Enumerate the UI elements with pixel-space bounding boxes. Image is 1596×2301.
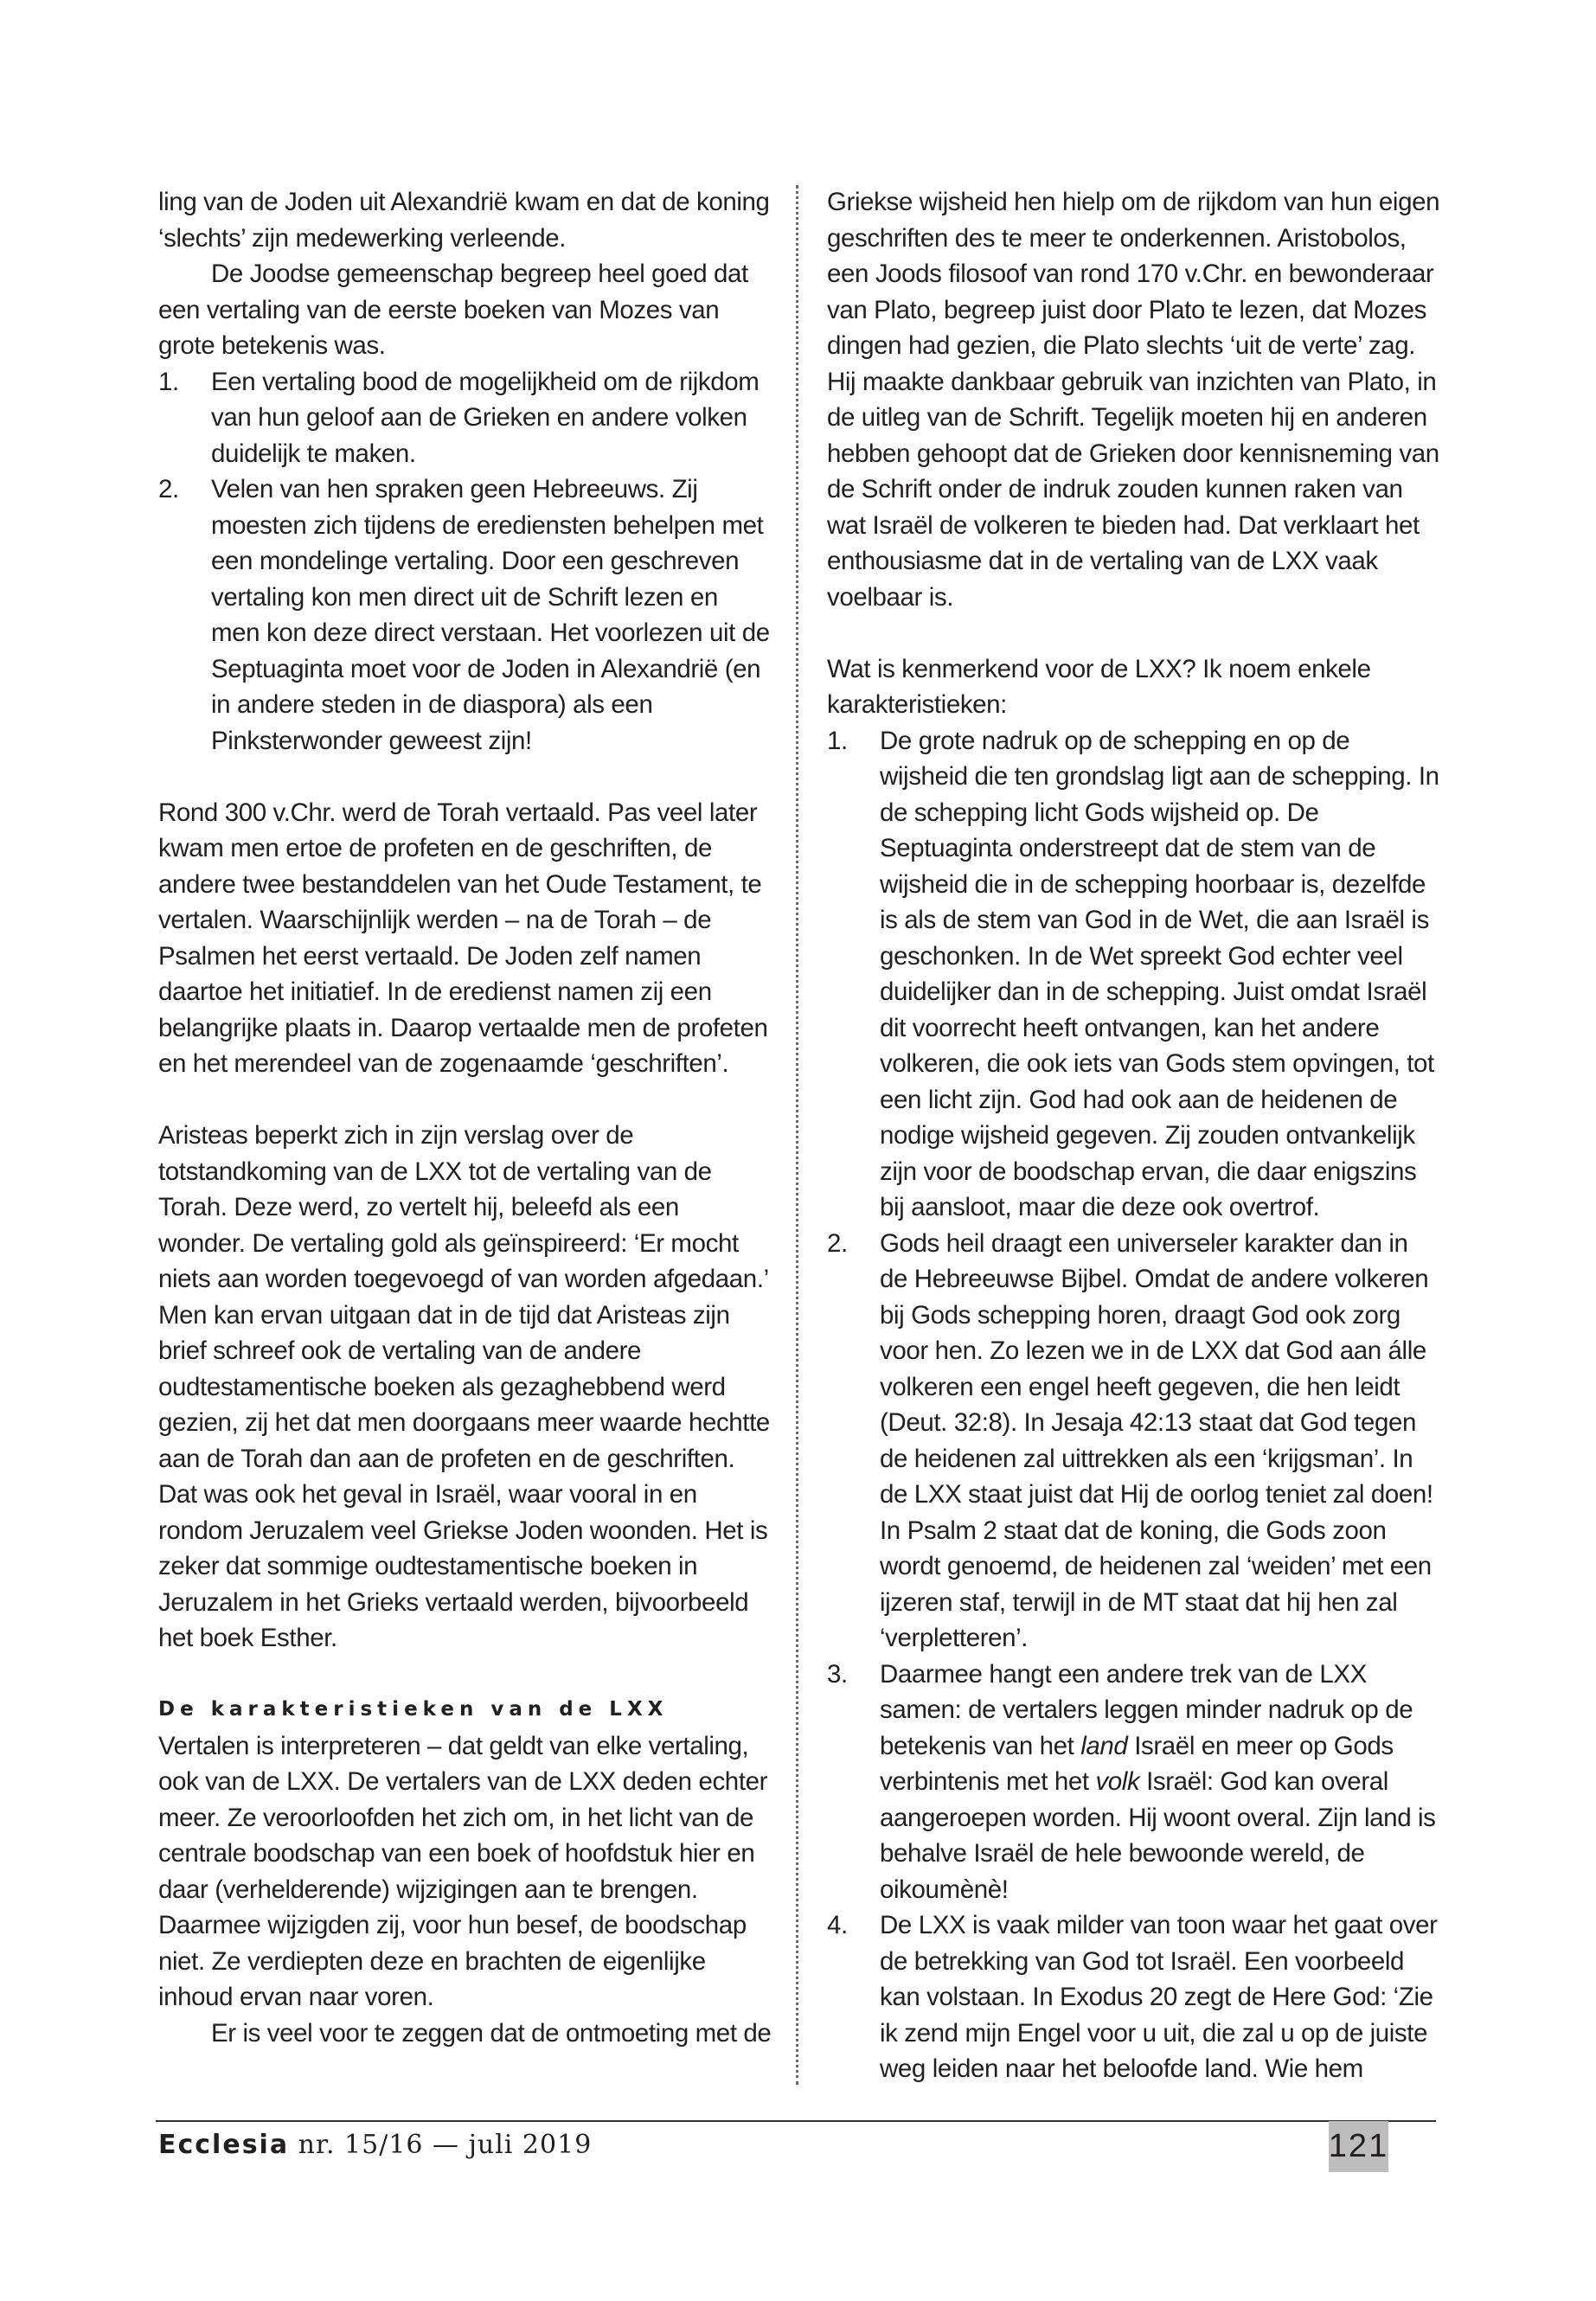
list-text: Een vertaling bood de mogelijkheid om de rijkdom van hun geloof aan de Grieken en andere volken duidelijk te maken.	[211, 367, 760, 468]
left-column	[158, 184, 772, 2051]
publication-name: Ecclesia	[158, 2130, 290, 2160]
paragraph: Er is veel voor te zeggen dat de ontmoeting met de	[211, 2018, 772, 2048]
issue-info: nr. 15/16 — juli 2019	[289, 2130, 593, 2160]
numbered-list	[158, 364, 772, 760]
list-item	[827, 1657, 1441, 1908]
list-number: 2.	[158, 475, 179, 503]
section-heading: De karakteristieken van de LXX	[158, 1698, 669, 1721]
spacer	[158, 1082, 772, 1118]
paragraph: Wat is kenmerkend voor de LXX? Ik noem enkele karakteristieken:	[827, 654, 1371, 719]
page-number: 121	[1329, 2121, 1388, 2172]
list-item	[827, 1907, 1441, 2087]
emphasis-text: land	[1080, 1731, 1128, 1760]
spacer	[158, 759, 772, 795]
footer-publication	[158, 2130, 592, 2160]
spacer	[158, 1657, 772, 1693]
column-divider	[796, 185, 798, 2085]
list-number: 1.	[827, 726, 848, 755]
paragraph: Aristeas beperkt zich in zijn verslag over de totstandkoming van de LXX tot de vertaling van de Torah. Deze werd, zo vertelt hij, beleefd als een wonder. De vertaling gold als geïnspireerd: ‘Er mocht niets aan worden toegevoegd of van worden afgedaan.’ Men kan ervan uitgaan dat in de tijd dat Aristeas zijn brief schreef ook de vertaling van de andere oudtestamentische boeken als gezaghebbend werd gezien, zij het dat men doorgaans meer waarde hechtte aan de Torah dan aan de profeten en de geschriften. Dat was ook het geval in Israël, waar vooral in en rondom Jeruzalem veel Griekse Joden woonden. Het is zeker dat sommige oudtestamentische boeken in Jeruzalem in het Grieks vertaald werden, bijvoorbeeld het boek Esther.	[158, 1121, 770, 1652]
list-text: Daarmee hangt een andere trek van de LXX samen: de vertalers leggen minder nadruk op de betekenis van het	[880, 1659, 1413, 1760]
emphasis-text: volk	[1095, 1767, 1140, 1796]
list-number: 3.	[827, 1659, 848, 1689]
list-number: 4.	[827, 1911, 848, 1939]
right-column	[827, 184, 1441, 2087]
paragraph: Vertalen is interpreteren – dat geldt van elke vertaling, ook van de LXX. De vertalers van de LXX deden echter meer. Ze veroorloofden het zich om, in het licht van de centrale boodschap van een boek of hoofdstuk hier en daar (verhelderende) wijzigingen aan te brengen. Daarmee wijzigden zij, voor hun besef, de boodschap niet. Ze verdiepten deze en brachten de eigenlijke inhoud ervan naar voren.	[158, 1731, 768, 2011]
footer-rule	[156, 2120, 1436, 2122]
list-number: 1.	[158, 367, 179, 396]
list-text: De LXX is vaak milder van toon waar het gaat over de betrekking van God tot Israël. Een voorbeeld kan volstaan. In Exodus 20 zegt de Here God: ‘Zie ik zend mijn Engel voor u uit, die zal u op de juiste weg leiden naar het beloofde land. Wie hem	[880, 1911, 1438, 2083]
list-item	[827, 723, 1441, 1226]
list-text: Israël en meer op Gods verbintenis met het	[880, 1731, 1394, 1796]
list-text: Gods heil draagt een universeler karakter dan in de Hebreeuwse Bijbel. Omdat de andere volkeren bij Gods schepping horen, draagt God ook zorg voor hen. Zo lezen we in de LXX dat God aan álle volkeren een engel heeft gegeven, die hen leidt (Deut. 32:8). In Jesaja 42:13 staat dat God tegen de heidenen zal uittrekken als een ‘krijgsman’. In de LXX staat juist dat Hij de oorlog teniet zal doen! In Psalm 2 staat dat de koning, die Gods zoon wordt genoemd, de heidenen zal ‘weiden’ met een ijzeren staf, terwijl in de MT staat dat hij hen zal ‘verpletteren’.	[880, 1228, 1433, 1652]
list-text: Israël: God kan overal aangeroepen worden. Hij woont overal. Zijn land is behalve Israël de hele bewoonde wereld, de oikoumènè!	[880, 1767, 1436, 1904]
numbered-list	[827, 723, 1441, 2087]
paragraph: ling van de Joden uit Alexandrië kwam en dat de koning ‘slechts’ zijn medewerking verleende.	[158, 188, 770, 253]
paragraph: De Joodse gemeenschap begreep heel goed dat een vertaling van de eerste boeken van Mozes van grote betekenis was.	[158, 260, 748, 360]
spacer	[827, 615, 1441, 651]
list-item	[158, 364, 772, 472]
paragraph: Rond 300 v.Chr. werd de Torah vertaald. Pas veel later kwam men ertoe de profeten en de geschriften, de andere twee bestanddelen van het Oude Testament, te vertalen. Waarschijnlijk werden – na de Torah – de Psalmen het eerst vertaald. De Joden zelf namen daartoe het initiatief. In de eredienst namen zij een belangrijke plaats in. Daarop vertaalde men de profeten en het merendeel van de zogenaamde ‘geschriften’.	[158, 798, 768, 1078]
list-item	[158, 471, 772, 759]
paragraph: Griekse wijsheid hen hielp om de rijkdom van hun eigen geschriften des te meer te onderkennen. Aristobolos, een Joods filosoof van rond 170 v.Chr. en bewonderaar van Plato, begreep juist door Plato te lezen, dat Mozes dingen had gezien, die Plato slechts ‘uit de verte’ zag. Hij maakte dankbaar gebruik van inzichten van Plato, in de uitleg van de Schrift. Tegelijk moeten hij en anderen hebben gehoopt dat de Grieken door kennisneming van de Schrift onder de indruk zouden kunnen raken van wat Israël de volkeren te bieden had. Dat verklaart het enthousiasme dat in de vertaling van de LXX vaak voelbaar is.	[827, 188, 1440, 612]
list-item	[827, 1226, 1441, 1657]
list-text: De grote nadruk op de schepping en op de wijsheid die ten grondslag ligt aan de schepping. In de schepping licht Gods wijsheid op. De Septuaginta onderstreept dat de stem van de wijsheid die in de schepping hoorbaar is, dezelfde is als de stem van God in de Wet, die aan Israël is geschonken. In de Wet spreekt God echter veel duidelijker dan in de schepping. Juist omdat Israël dit voorrecht heeft ontvangen, kan het andere volkeren, die ook iets van Gods stem opvingen, tot een licht zijn. God had ook aan de heidenen de nodige wijsheid gegeven. Zij zouden ontvankelijk zijn voor de boodschap ervan, die daar enigszins bij aansloot, maar die deze ook overtrof.	[880, 726, 1439, 1221]
list-text: Velen van hen spraken geen Hebreeuws. Zij moesten zich tijdens de erediensten behelpen met een mondelinge vertaling. Door een geschreven vertaling kon men direct uit de Schrift lezen en men kon deze direct verstaan. Het voorlezen uit de Septuaginta moet voor de Joden in Alexandrië (en in andere steden in de diaspora) als een Pinksterwonder geweest zijn!	[211, 475, 770, 755]
list-number: 2.	[827, 1228, 848, 1258]
